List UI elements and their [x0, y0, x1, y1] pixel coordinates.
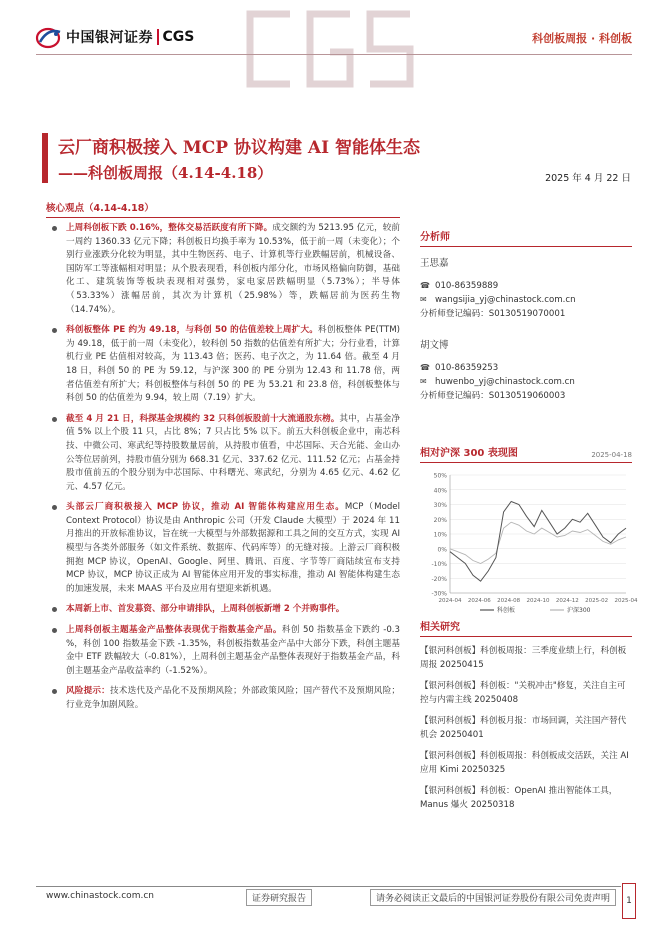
chart-y-tick-label: 0% [437, 546, 447, 554]
related-research-tag: 【银河科创板】 [420, 786, 481, 796]
bullet-dot-icon [52, 607, 57, 612]
analyst-phone-row [420, 361, 632, 375]
analyst-card [420, 257, 632, 321]
core-view-item [46, 685, 400, 712]
chart-y-tick-label: 40% [433, 487, 447, 495]
core-view-lead: 上周科创板主题基金产品整体表现优于指数基金产品。 [66, 625, 282, 636]
related-research-item[interactable] [420, 680, 632, 707]
related-research-title: 科创板月报：市场回调，关注国产替代机会 20250401 [420, 716, 627, 740]
analyst-phone-row [420, 279, 632, 293]
analyst-license-row [420, 307, 632, 321]
core-view-body: MCP（Model Context Protocol）协议是由 Anthropic 公司（开发 Claude 大模型）于 2024 年 11 月推出的开放标准协议，旨在统一大模型与外部数据源和工具之间的交互方式，实现 AI 模型与各类外部服务（如文件系统、数据库、代码库等）的无缝对接。上游云厂商积极拥抱 MCP 协议，OpenAI、Google、阿里、腾讯、百度、字节等厂商陆续宣布支持 MCP 协议，MCP 协议正成为 AI 智能体应用开发的事实标准，推动 AI 智能体构建生态的加速发展，未来 MAAS 平台及应用有望迎来新机遇。 [66, 502, 400, 594]
related-research-item[interactable] [420, 785, 632, 812]
analyst-email[interactable]: huwenbo_yj@chinastock.com.cn [435, 377, 575, 387]
report-title: 云厂商积极接入 MCP 协议构建 AI 智能体生态 [58, 138, 420, 158]
chart-x-tick-label: 2024-08 [497, 598, 521, 604]
chart-series-line-kcb [450, 502, 626, 582]
footer-report-label: 证券研究报告 [246, 889, 312, 906]
related-research-item[interactable] [420, 750, 632, 777]
analyst-name: 胡文博 [420, 340, 449, 351]
analyst-email-row [420, 293, 632, 307]
core-views-heading: 核心观点（4.14-4.18） [46, 200, 400, 218]
analyst-license: 分析师登记编码：S0130519060003 [420, 391, 566, 401]
core-view-item [46, 222, 400, 317]
related-research-section [420, 618, 632, 812]
core-view-lead: 本周新上市、首发募资、部分申请排队，上周科创板新增 2 个并购事件。 [66, 604, 345, 615]
related-research-item[interactable] [420, 645, 632, 672]
footer-disclaimer: 请务必阅读正文最后的中国银河证券股份有限公司免责声明 [370, 889, 616, 906]
related-research-item[interactable] [420, 715, 632, 742]
bullet-dot-icon [52, 505, 57, 510]
report-subtitle: ——科创板周报（4.14-4.18） [58, 164, 273, 182]
bullet-dot-icon [52, 689, 57, 694]
chart-legend-label: 科创板 [497, 607, 516, 614]
core-view-body: 其中，占基金净值 5% 以上个股 11 只，占比 8%；7 只占比 5% 以下。前五大科创板企业中，南芯科技、中微公司、寒武纪等持股数量居前，从持股市值看，中芯国际、天合光能、金山办公等位居前列，持股市值分别为 668.31 亿元、337.62 亿元、111.52 亿元；占基金持股市值前五的个股分别为中芯国际、中科曙光、寒武纪，分别为 4.65 亿元、4.62 亿元、4.57 亿元。 [66, 413, 400, 492]
report-date: 2025 年 4 月 22 日 [545, 173, 631, 184]
core-view-item [46, 501, 400, 596]
chart-y-tick-label: -20% [431, 575, 447, 583]
analyst-email[interactable]: wangsijia_yj@chinastock.com.cn [435, 295, 576, 305]
chart-x-tick-label: 2024-12 [555, 598, 579, 604]
core-view-item [46, 603, 400, 617]
footer-divider [36, 886, 621, 887]
analyst-email-row [420, 375, 632, 389]
core-view-item [46, 413, 400, 495]
chart-x-tick-label: 2025-04 [614, 598, 638, 604]
chart-y-tick-label: -30% [431, 590, 447, 598]
chart-y-tick-label: 30% [433, 502, 447, 509]
chart-x-tick-label: 2025-02 [585, 598, 609, 604]
related-research-title: 科创板："关税冲击"修复，关注自主可控与内需主线 20250408 [420, 681, 626, 705]
cgs-watermark [230, 4, 450, 94]
core-view-body: 科创 50 指数基金下跌约 -0.3 %，科创 100 指数基金下跌 -1.35%，科创板指数基金产品中大部分下跌，科创主题基金中 ETF 跌幅较大（-0.81%），上周科创主题基金产品整体表现好于指数基金产品，科创主题基金产品收益率约（-1.52%）。 [66, 625, 400, 676]
related-research-tag: 【银河科创板】 [420, 716, 481, 726]
analyst-license-row [420, 389, 632, 403]
core-view-body: 成交额约为 5213.95 亿元，较前一周约 1360.33 亿元下降；科创板日均换手率为 10.53%，低于前一周（未变化）；个别行业涨跌分化较为明显，其中生物医药、电子、计算机等行业跌幅居前，机械设备、国防军工等涨幅相对明显；从个股表现看，科创板内部分化，市场风格偏向防御，基础化工、建筑装饰等板块表现相对强势，家电家居跌幅明显（5.73%）；半导体（53.33%）涨幅居前，其次为计算机（25.98%）等，跌幅居前为医药生物（14.74%）。 [66, 223, 400, 315]
bullet-dot-icon [52, 328, 57, 333]
chart-y-tick-label: 50% [433, 472, 447, 480]
relative-performance-chart [420, 444, 638, 617]
logo-chinese-name: 中国银河证券 [66, 30, 153, 46]
core-view-item [46, 324, 400, 406]
related-research-heading: 相关研究 [420, 618, 632, 637]
page-number: 1 [622, 883, 636, 919]
chart-y-tick-label: 10% [433, 531, 447, 539]
logo-mark-icon [36, 26, 62, 48]
analysts-section [420, 228, 632, 403]
bullet-dot-icon [52, 628, 57, 633]
company-logo [36, 22, 194, 52]
chart-series-line-hs300 [450, 522, 626, 563]
core-view-body: 科创板整体 PE(TTM) 为 49.18，低于前一周（未变化），较科创 50 指数的估值差有所扩大；分行业看，计算机行业 PE 估值相对较高，为 113.43 倍；医药、电子次之，为 11.64 倍。截至 4 月 18 日，科创 50 的 PE 为 59.12，与沪深 300 的 PE 分别为 12.43 和 11.78 倍，两者估值差有所扩大；科创板整体与科创 50 的 PE 为 53.21 和 23.8 倍，科创板整体与科创 50 的估值差为 9.94，较上周（7.19）扩大。 [66, 325, 401, 404]
analyst-license: 分析师登记编码：S0130519070001 [420, 309, 566, 319]
core-view-lead: 风险提示： [66, 686, 110, 697]
chart-header [420, 444, 632, 463]
analyst-phone: 010-86359889 [435, 281, 499, 291]
core-view-item [46, 624, 400, 678]
analyst-card [420, 339, 632, 403]
core-view-lead: 科创板整体 PE 约为 49.18，与科创 50 的估值差较上周扩大。 [66, 325, 319, 336]
core-view-lead: 上周科创板下跌 0.16%，整体交易活跃度有所下降。 [66, 223, 273, 233]
chart-source-date: 2025-04-18 [591, 451, 632, 459]
analyst-name: 王思嘉 [420, 258, 449, 269]
chart-x-tick-label: 2024-10 [526, 598, 550, 604]
related-research-tag: 【银河科创板】 [420, 751, 481, 761]
related-research-tag: 【银河科创板】 [420, 646, 481, 656]
title-accent-bar [42, 133, 48, 183]
report-type-tag: 科创板周报 · 科创板 [532, 32, 632, 45]
email-icon: ✉ [420, 377, 427, 386]
related-research-title: 科创板周报：三季度业绩上行，科创板周报 20250415 [420, 646, 627, 670]
chart-title: 相对沪深 300 表现图 [420, 448, 518, 459]
analysts-heading: 分析师 [420, 228, 632, 247]
chart-legend-label: 沪深300 [567, 607, 591, 614]
bullet-dot-icon [52, 417, 57, 422]
phone-icon: ☎ [420, 363, 430, 372]
logo-english-name: CGS [162, 29, 195, 45]
core-view-body: 技术迭代及产品化不及预期风险；外部政策风险；国产替代不及预期风险；行业竞争加剧风险。 [66, 686, 400, 710]
related-research-title: 科创板：OpenAI 推出智能体工具，Manus 爆火 20250318 [420, 786, 618, 810]
chart-y-tick-label: 20% [433, 516, 447, 524]
core-view-lead: 头部云厂商积极接入 MCP 协议，推动 AI 智能体构建应用生态。 [66, 502, 345, 513]
email-icon: ✉ [420, 295, 427, 304]
chart-plot [420, 467, 638, 617]
chart-x-tick-label: 2024-04 [438, 598, 462, 604]
core-views-list [46, 222, 400, 720]
related-research-tag: 【银河科创板】 [420, 681, 481, 691]
chart-y-tick-label: -10% [431, 561, 447, 568]
logo-divider [157, 29, 159, 45]
header-divider [36, 54, 632, 55]
chart-x-tick-label: 2024-06 [467, 598, 491, 604]
analyst-phone: 010-86359253 [435, 363, 499, 373]
footer-website-link[interactable]: www.chinastock.com.cn [46, 891, 154, 901]
core-view-lead: 截至 4 月 21 日，科探基金规模约 32 只科创板股前十大流通股东榜。 [66, 413, 340, 424]
phone-icon: ☎ [420, 281, 430, 290]
related-research-title: 科创板周报：科创板成交活跃，关注 AI 应用 Kimi 20250325 [420, 751, 629, 775]
bullet-dot-icon [52, 226, 57, 231]
